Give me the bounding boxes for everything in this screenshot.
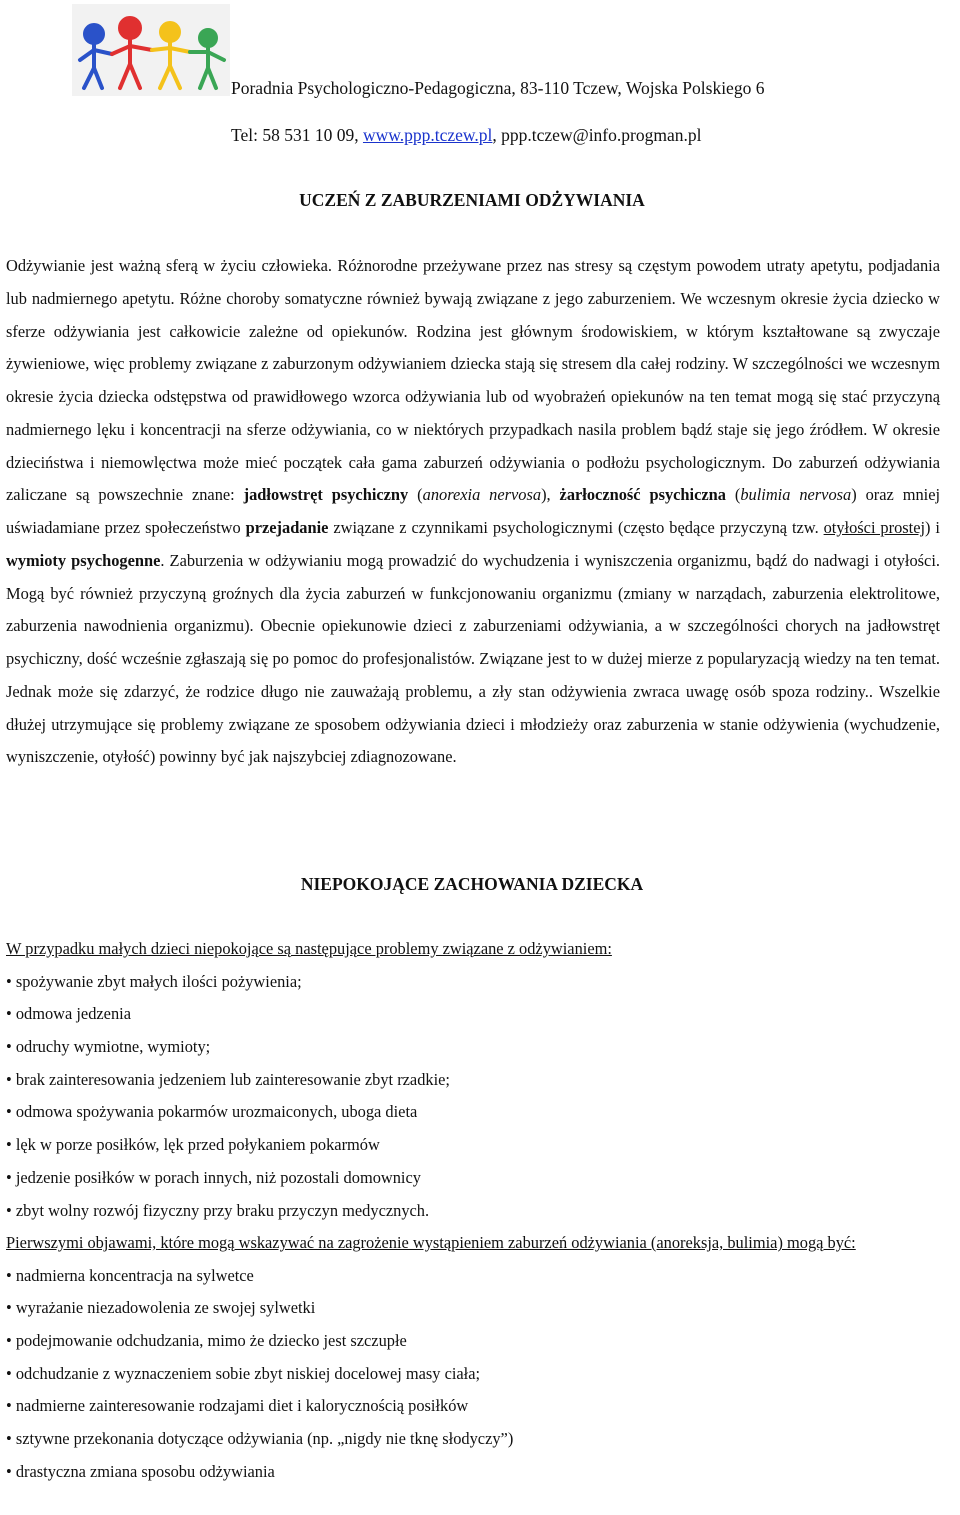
intro-text-3: związane z czynnikami psychologicznymi (często będące przyczyną tzw. — [328, 518, 824, 537]
list-item: • zbyt wolny rozwój fizyczny przy braku przyczyn medycznych. — [6, 1200, 430, 1220]
page-title: UCZEŃ Z ZABURZENIAMI ODŻYWIANIA — [299, 190, 645, 210]
list-item: • drastyczna zmiana sposobu odżywiania — [6, 1461, 275, 1481]
list-item: • odruchy wymiotne, wymioty; — [6, 1037, 211, 1056]
email-address: ppp.tczew@info.progman.pl — [501, 125, 702, 145]
list1-heading: W przypadku małych dzieci niepokojące są następujące problemy związane z odżywianiem: — [6, 939, 612, 958]
list-item: • lęk w porze posiłków, lęk przed połykaniem pokarmów — [6, 1135, 380, 1155]
list-item: • odchudzanie z wyznaczeniem sobie zbyt niskiej docelowej masy ciała; — [6, 1363, 481, 1383]
paren-open-1: ( — [408, 485, 423, 505]
intro-text-2: ) oraz mniej uświadamiane przez społeczeństwo — [6, 485, 941, 537]
list-item: • sztywne przekonania dotyczące odżywiania (np. „nigdy nie tknę słodyczy”) — [6, 1429, 514, 1449]
term-bulimia-latin: bulimia nervosa — [740, 485, 852, 505]
intro-text-1: Odżywianie jest ważną sferą w życiu człowieka. Różnorodne przeżywane przez nas stresy są częstym powodem utraty apetytu, podjadania lub nadmiernego apetytu. Różne choroby somatyczne również bywają związane z jego zaburzeniem. We wczesnym okresie życia dziecko w sferze odżywiania jest całkowicie zależne od opiekunów. Rodzina jest głównym środowiskiem, w którym kształtowane są zwyczaje żywieniowe, więc problemy związane z zaburzonym odżywianiem dziecka stają się stresem dla całej rodziny. W szczególności we wczesnym okresie życia dziecka odstępstwa od prawidłowego wzorca odżywiania lub od wyobrażeń opiekunów na ten temat mogą się stać przyczyną nadmiernego lęku i koncentracji na sferze odżywiania, co w niektórych przypadkach nasila problem bądź staje się jego źródłem. W okresie dzieciństwa i niemowlęctwa może mieć początek cała gama zaburzeń odżywiania o podłożu psychologicznym. Do zaburzeń odżywiania zaliczane są powszechnie znane: — [6, 256, 940, 505]
list-item: • brak zainteresowania jedzeniem lub zainteresowanie zbyt rzadkie; — [6, 1069, 450, 1089]
header-contact — [231, 125, 701, 146]
list-item: • nadmierne zainteresowanie rodzajami diet i kalorycznością posiłków — [6, 1396, 469, 1416]
header-separator: , — [492, 125, 502, 145]
list2 — [6, 1260, 942, 1489]
intro-text-4: ) i — [925, 518, 940, 537]
first-symptoms-section — [6, 1227, 942, 1489]
list1 — [6, 966, 942, 1228]
term-overeating: przejadanie — [245, 518, 329, 537]
term-anorexia: jadłowstręt psychiczny — [243, 485, 409, 505]
list-item: • spożywanie zbyt małych ilości pożywienia; — [6, 971, 302, 991]
list-item: • podejmowanie odchudzania, mimo że dziecko jest szczupłe — [6, 1331, 407, 1350]
term-anorexia-latin: anorexia nervosa — [422, 485, 542, 505]
term-vomiting: wymioty psychogenne — [6, 550, 161, 570]
section-title: NIEPOKOJĄCE ZACHOWANIA DZIECKA — [300, 874, 644, 894]
list-item: • odmowa jedzenia — [6, 1004, 131, 1024]
intro-text-5: . Zaburzenia w odżywianiu mogą prowadzić do wychudzenia i wyniszczenia organizmu, bądź do nadwagi i otyłości. Mogą być również przyczyną groźnych dla życia zaburzeń w funkcjonowaniu organizmu (zmiany w narządach, zaburzenia elektrolitowe, zaburzenia nawodnienia organizmu). Obecnie opiekunowie dzieci z zaburzeniami odżywiania, a w szczególności chorych na jadłowstręt psychiczny, dość wcześnie zgłaszają się po pomoc do profesjonalistów. Związane jest to w dużej mierze z popularyzacją wiedzy na ten temat. Jednak może się zdarzyć, że rodzice długo nie zauważają problemu, a zły stan odżywienia zwraca uwagę osób spoza rodziny.. Wszelkie dłużej utrzymujące się problemy związane ze sposobem odżywiania dzieci i młodzieży oraz zaburzenia w stanie odżywienia (wychudzenie, wyniszczenie, otyłość) powinny być jak najszybciej zdiagnozowane. — [6, 550, 940, 767]
intro-paragraph — [6, 250, 940, 774]
term-bulimia: żarłoczność psychiczna — [559, 485, 726, 505]
small-children-section — [6, 933, 942, 1227]
list-item: • wyrażanie niezadowolenia ze swojej sylwetki — [6, 1298, 316, 1318]
children-logo — [72, 4, 230, 96]
header-address: Poradnia Psychologiczno-Pedagogiczna, 83-110 Tczew, Wojska Polskiego 6 — [231, 78, 765, 98]
header-phone: Tel: 58 531 10 09, — [231, 125, 363, 145]
list2-heading: Pierwszymi objawami, które mogą wskazywać na zagrożenie wystąpieniem zaburzeń odżywiania (anoreksja, bulimia) mogą być: — [6, 1233, 856, 1252]
list-item: • jedzenie posiłków w porach innych, niż pozostali domownicy — [6, 1167, 421, 1187]
paren-open-2: ( — [725, 485, 741, 505]
paren-close-1: ), — [541, 485, 560, 505]
list-item: • nadmierna koncentracja na sylwetce — [6, 1265, 254, 1285]
term-obesity: otyłości prostej — [823, 518, 926, 537]
website-link[interactable]: www.ppp.tczew.pl — [362, 125, 493, 145]
list-item: • odmowa spożywania pokarmów urozmaiconych, uboga dieta — [6, 1102, 418, 1122]
